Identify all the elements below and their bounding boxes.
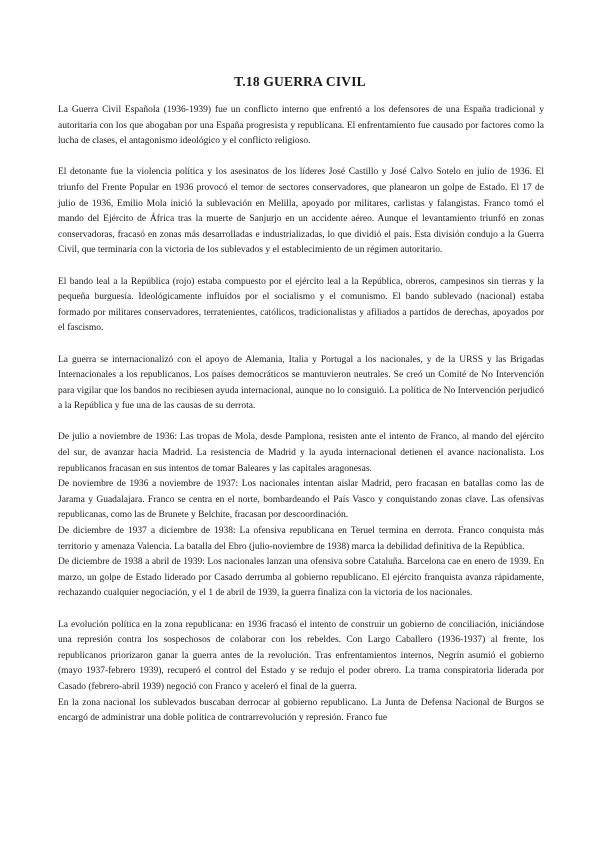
paragraph-phase-4: De diciembre de 1938 a abril de 1939: Los nacionales lanzan una ofensiva sobre Cataluña. Barcelona cae en enero de 1939. En marzo, un golpe de Estado liderado por Casado derrumba al gobierno republicano. El ejército franquista avanza rápidamente, rechazando cualquier negociación, y el 1 de abril de 1939, la guerra finaliza con la victoria de los nacionales. <box>58 557 544 599</box>
paragraph-republican-politics: La evolución política en la zona republicana: en 1936 fracasó el intento de construir un gobierno de conciliación, iniciándose una represión contra los sospechosos de colaborar con los rebeldes. Con Largo Caballero (1936-1937) al frente, los republicanos priorizaron ganar la guerra antes de la revolución. Tras enfrentamientos internos, Negrín asumió el gobierno (mayo 1937-febrero 1939), recuperó el control del Estado y se redujo el poder obrero. La trama conspiratoria liderada por Casado (febrero-abril 1939) negoció con Franco y aceleró el final de la guerra. <box>58 619 544 692</box>
document-title: T.18 GUERRA CIVIL <box>234 74 366 89</box>
paragraph-international: La guerra se internacionalizó con el apoyo de Alemania, Italia y Portugal a los nacionales, y de la URSS y las Brigadas Internacionales a los republicanos. Los países democráticos se mantuvieron neutrales. Se creó un Comité de No Intervención para vigilar que los bandos no recibiesen ayuda internacional, aunque no lo consiguió. La política de No Intervención perjudicó a la República y fue una de las causas de su derrota. <box>58 354 544 412</box>
paragraph-intro: La Guerra Civil Española (1936-1939) fue un conflicto interno que enfrentó a los defensores de una España tradicional y autoritaria con los que abogaban por una España progresista y republicana. El enfrentamiento fue causado por factores como la lucha de clases, el antagonismo ideológico y el conflicto religioso. <box>58 105 544 147</box>
paragraph-phase-2: De noviembre de 1936 a noviembre de 1937: Los nacionales intentan aislar Madrid, pero fracasan en batallas como las de Jarama y Guadalajara. Franco se centra en el norte, bombardeando el País Vasco y conquistando zonas clave. Las ofensivas republicanas, como las de Brunete y Belchite, fracasan por descoordinación. <box>58 479 544 521</box>
paragraph-phase-1: De julio a noviembre de 1936: Las tropas de Mola, desde Pamplona, resisten ante el intento de Franco, al mando del ejército del sur, de avanzar hacia Madrid. La resistencia de Madrid y la ayuda internacional detienen el avance nacionalista. Los republicanos fracasan en sus intentos de tomar Baleares y las capitales aragonesas. <box>58 432 544 474</box>
paragraph-sides: El bando leal a la República (rojo) estaba compuesto por el ejército leal a la República, obreros, campesinos sin tierras y la pequeña burguesía. Ideológicamente influidos por el socialismo y el comunismo. El bando sublevado (nacional) estaba formado por militares conservadores, terratenientes, católicos, tradicionalistas y afiliados a partidos de derechas, apoyados por el fascismo. <box>58 276 544 334</box>
paragraph-causes: El detonante fue la violencia política y los asesinatos de los líderes José Castillo y José Calvo Sotelo en julio de 1936. El triunfo del Frente Popular en 1936 provocó el temor de sectores conservadores, que planearon un golpe de Estado. El 17 de julio de 1936, Emilio Mola inició la sublevación en Melilla, apoyado por militares, carlistas y falangistas. Franco tomó el mando del Ejército de África tras la muerte de Sanjurjo en un accidente aéreo. Aunque el levantamiento triunfó en zonas conservadoras, fracasó en zonas más desarrolladas e industrializadas, lo que dividió el país. Esta división condujo a la Guerra Civil, que terminaría con la victoria de los sublevados y el establecimiento de un régimen autoritario. <box>58 167 544 256</box>
paragraph-phase-3: De diciembre de 1937 a diciembre de 1938: La ofensiva republicana en Teruel termina en derrota. Franco conquista más territorio y amenaza Valencia. La batalla del Ebro (julio-noviembre de 1938) marca la debilidad definitiva de la República. <box>58 526 544 552</box>
document-body <box>58 103 544 727</box>
paragraph-nationalist-politics: En la zona nacional los sublevados buscaban derrocar al gobierno republicano. La Junta de Defensa Nacional de Burgos se encargó de administrar una doble política de contrarrevolución y represión. Franco fue <box>58 697 544 724</box>
